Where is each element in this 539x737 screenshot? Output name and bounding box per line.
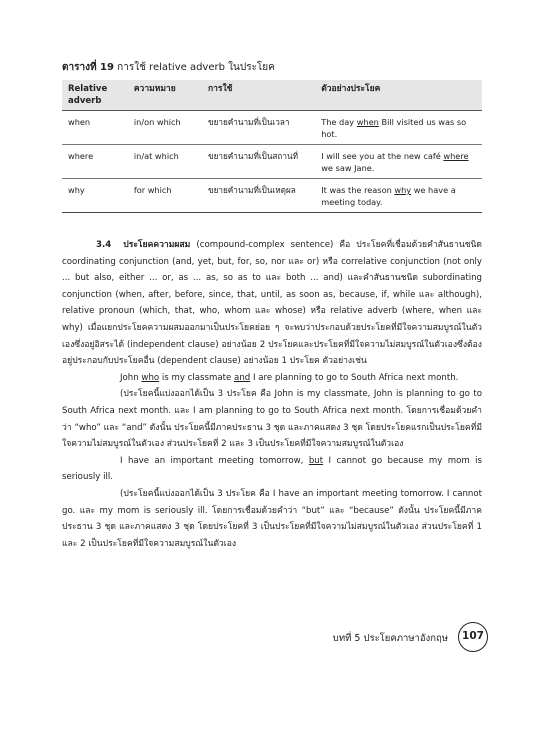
column-header: ความหมาย xyxy=(128,80,202,111)
underlined-word: but xyxy=(308,455,324,466)
underlined-word: when xyxy=(356,117,379,127)
underlined-word: where xyxy=(443,151,469,161)
section-number: 3.4 xyxy=(96,240,112,250)
table-cell: why xyxy=(62,179,128,213)
example-text: I have an important meeting tomorrow, xyxy=(120,455,309,466)
column-header: การใช้ xyxy=(202,80,315,111)
table-row xyxy=(62,145,482,179)
section-title: ประโยคความผสม xyxy=(123,240,191,250)
example-text: is my classmate xyxy=(159,372,235,383)
example-text: I will see you at the new café xyxy=(321,151,444,161)
example-text: John xyxy=(120,372,142,383)
example-sentence xyxy=(62,453,482,486)
table-cell: ขยายคำนามที่เป็นสถานที่ xyxy=(202,145,315,179)
table-caption-label: ตารางที่ 19 xyxy=(62,62,114,73)
underlined-word: why xyxy=(394,185,412,195)
table-cell: when xyxy=(62,111,128,145)
example-explanation: (ประโยคนี้แบ่งออกได้เป็น 3 ประโยค คือ John is my classmate, John is planning to go to South Africa next month. และ I am planning to go to South Africa next month. โดยการเชื่อมด้วยคำว่า “who” และ “and” ดังนั้น ประโยคนี้มีภาคประธาน 3 ชุด และภาคแสดง 3 ชุด โดยประโยคแรกเป็นประโยคที่มีใจความไม่สมบูรณ์ในตัวเอง ส่วนประโยคที่ 2 และ 3 เป็นประโยคที่มีใจความสมบูรณ์ในตัวเอง xyxy=(62,389,482,450)
underlined-word: because xyxy=(387,455,424,466)
underlined-word: and xyxy=(234,372,251,383)
table-cell: where xyxy=(62,145,128,179)
column-header: Relative adverb xyxy=(62,80,128,111)
table-cell xyxy=(315,145,482,179)
page-number: 107 xyxy=(458,622,488,652)
table-cell xyxy=(315,111,482,145)
example-text: It was the reason xyxy=(321,185,395,195)
example-text: I are planning to go to South Africa next month. xyxy=(250,372,459,383)
table-row xyxy=(62,111,482,145)
table-caption-text: การใช้ relative adverb ในประโยค xyxy=(117,62,275,73)
example-text: we saw Jane. xyxy=(321,163,375,173)
table-cell: ขยายคำนามที่เป็นเหตุผล xyxy=(202,179,315,213)
section-paragraph xyxy=(62,237,482,370)
example-sentence xyxy=(62,370,482,387)
section-paragraph-text: (compound-complex sentence) คือ ประโยคที่เชื่อมด้วยคำสันธานชนิด coordinating conjunction (and, yet, but, for, so, nor และ or) หรือ correlative conjunction (not only ... but also, either ... or, as ... as, so as to และ both ... and) และคำสันธานชนิด subordinating conjunction (when, after, before, since, that, until, as soon as, because, if, while และ although), relative pronoun (which, that, who, whom และ whose) หรือ relative adverb (where, when และ why) เมื่อแยกประโยคความผสมออกมาเป็นประโยคย่อย ๆ จะพบว่าประกอบด้วยประโยคที่มีใจความสมบูรณ์ในตัวเองซึ่งอยู่อิสระได้ (independent clause) อย่างน้อย 2 ประโยคและประโยคที่มีใจความไม่สมบูรณ์ในตัวเองซึ่งต้องอยู่ประกอบกับประโยคอื่น (dependent clause) อย่างน้อย 1 ประโยค ตัวอย่างเช่น xyxy=(62,240,482,367)
example-text: The day xyxy=(321,117,357,127)
example-text: we have a meeting today. xyxy=(321,185,456,207)
body-text xyxy=(62,237,482,552)
example-explanation: (ประโยคนี้แบ่งออกได้เป็น 3 ประโยค คือ I have an important meeting tomorrow. I cannot go. และ my mom is seriously ill. โดยการเชื่อมด้วยคำว่า “but” และ “because” ดังนั้น ประโยคนี้มีภาคประธาน 3 ชุด และภาคแสดง 3 ชุด โดยประโยคที่ 3 เป็นประโยคที่มีใจความไม่สมบูรณ์ในตัวเอง ส่วนประโยคที่ 1 และ 2 เป็นประโยคที่มีใจความสมบูรณ์ในตัวเอง xyxy=(62,488,482,549)
chapter-title: บทที่ 5 ประโยคภาษาอังกฤษ xyxy=(332,633,448,644)
table-row xyxy=(62,179,482,213)
table-cell: in/on which xyxy=(128,111,202,145)
table-cell xyxy=(315,179,482,213)
example-text: I cannot go xyxy=(323,455,388,466)
example-text: Bill visited us was so hot. xyxy=(321,117,467,139)
underlined-word: who xyxy=(141,372,160,383)
table-caption xyxy=(62,60,275,75)
example-text: my mom is seriously ill. xyxy=(62,455,482,483)
page-footer xyxy=(330,622,490,652)
table-cell: for which xyxy=(128,179,202,213)
table-header-row xyxy=(62,80,482,111)
table-cell: in/at which xyxy=(128,145,202,179)
table-cell: ขยายคำนามที่เป็นเวลา xyxy=(202,111,315,145)
relative-adverb-table xyxy=(62,80,482,213)
column-header: ตัวอย่างประโยค xyxy=(315,80,482,111)
